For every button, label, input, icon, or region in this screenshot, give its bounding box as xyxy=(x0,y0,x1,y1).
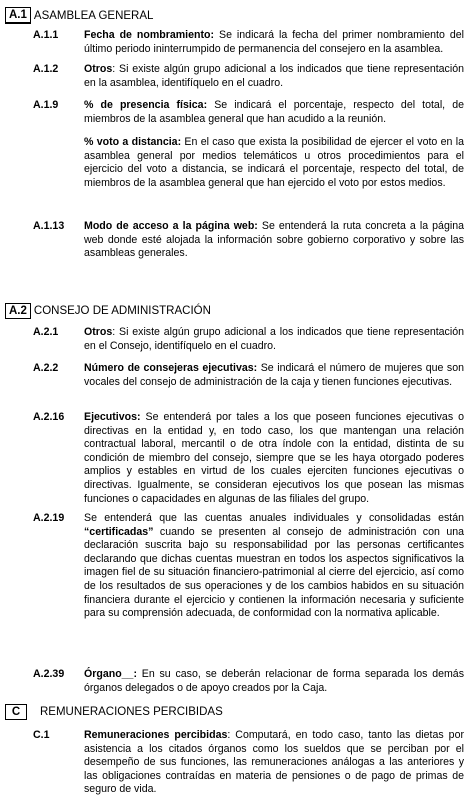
item-text: Se indicará el porcentaje, respecto del total, de miembros de la asamblea general que han acudido a la reunión. xyxy=(84,99,464,125)
item-text: : Si existe algún grupo adicional a los indicados que tiene representación en la asamblea, identifíquelo en el cuadro. xyxy=(84,63,464,89)
item-text: cuando se presenten al consejo de administración con una declaración suscrita bajo su responsabilidad por las personas certificantes declarando que dichas cuentas muestran en todos los aspectos significativos la imagen fiel de su situación financiero-patrimonial al cierre del ejercicio, así como de los resultados de sus operaciones y de los cambios habidos en su situación financiera durante el ejercicio y contienen la información necesaria y suficiente para su comprensión adecuada, de conformidad con la normativa aplicable. xyxy=(84,525,464,620)
item-a-2-19 xyxy=(33,512,464,621)
item-text: En su caso, se deberán relacionar de forma separada los demás órganos delegados o de apoyo creados por la Caja. xyxy=(84,668,464,694)
item-a-1-9 xyxy=(33,99,464,126)
item-lead: Otros xyxy=(84,326,113,338)
item-code: A.1.9 xyxy=(33,99,59,111)
item-lead: “certificadas” xyxy=(84,525,154,538)
item-lead: % voto a distancia: xyxy=(84,136,182,148)
item-voto-distancia xyxy=(84,136,464,190)
item-body xyxy=(84,99,464,126)
item-body xyxy=(84,220,464,261)
item-a-2-2 xyxy=(33,362,464,389)
item-lead: Ejecutivos: xyxy=(84,411,141,423)
item-body xyxy=(84,63,464,90)
item-text: Se entenderá por tales a los que poseen funciones ejecutivas o directivas en la entidad y, en todo caso, los que mantengan una relación contractual laboral, mercantil o de otra índole con la entidad, distinta de su condición de miembro del consejo, siempre que se les haya otorgado poderes amplios y estables en virtud de los cuales ejerciten funciones ejecutivas o directivas. Igualmente, se consideran ejecutivos los que posean las mismas funciones o capacidades en algunas de las filiales del grupo. xyxy=(84,411,464,505)
item-code: A.2.39 xyxy=(33,668,65,680)
item-body xyxy=(84,512,464,621)
item-lead: Fecha de nombramiento: xyxy=(84,29,215,41)
section-title: REMUNERACIONES PERCIBIDAS xyxy=(40,706,223,718)
item-text: Se indicará el número de mujeres que son vocales del consejo de administración de la caja y tienen funciones ejecutivas. xyxy=(84,362,464,388)
item-a-2-1 xyxy=(33,326,464,353)
item-a-2-39 xyxy=(33,668,464,695)
item-code: A.1.2 xyxy=(33,63,59,75)
item-code: C.1 xyxy=(33,729,50,741)
item-body xyxy=(84,668,464,695)
item-lead: Número de consejeras ejecutivas: xyxy=(84,362,258,374)
section-title: ASAMBLEA GENERAL xyxy=(33,9,154,22)
item-a-1-2 xyxy=(33,63,464,90)
item-a-1-1 xyxy=(33,29,464,56)
item-body xyxy=(84,362,464,389)
item-pre-text: Se entenderá que las cuentas anuales individuales y consolidadas están xyxy=(84,512,464,524)
item-text: En el caso que exista la posibilidad de ejercer el voto en la asamblea general por medios telemáticos u otros procedimientos para el ejercicio del voto a distancia, se indicará el porcentaje, respecto del total, de miembros de la asamblea general que han ejercido el voto por estos medios. xyxy=(84,136,464,189)
item-text: Se indicará la fecha del primer nombramiento del último periodo ininterrumpido de permanencia del consejero en la asamblea. xyxy=(84,29,465,55)
item-code: A.1.1 xyxy=(33,29,59,41)
item-body xyxy=(84,326,464,353)
item-lead: Modo de acceso a la página web: xyxy=(84,220,258,232)
item-lead: Remuneraciones percibidas xyxy=(84,729,228,741)
item-text: : Computará, en todo caso, tanto las dietas por asistencia a los citados órganos como los sueldos que se perciban por el desempeño de sus funciones, las remuneraciones análogas a las anteriores y las obligaciones contraídas en materia de pensiones o de pago de primas de seguro de vida. xyxy=(84,729,464,796)
item-code: A.2.1 xyxy=(33,326,59,338)
item-lead: % de presencia física: xyxy=(84,99,208,111)
item-lead: Otros xyxy=(84,63,113,75)
item-a-2-16 xyxy=(33,411,464,506)
section-number: A.1 xyxy=(5,7,31,24)
section-header-c xyxy=(5,704,223,720)
section-header-a2 xyxy=(5,303,211,319)
section-header-a1 xyxy=(5,7,153,24)
section-number: A.2 xyxy=(5,303,31,319)
item-code: A.2.2 xyxy=(33,362,59,374)
item-body xyxy=(84,411,464,506)
item-c-1 xyxy=(33,729,464,797)
item-code: A.2.16 xyxy=(33,411,65,423)
item-code: A.1.13 xyxy=(33,220,65,232)
item-text: Se entenderá la ruta concreta a la página web donde esté alojada la información sobre gobierno corporativo y sobre las asambleas generales. xyxy=(84,220,464,260)
item-body xyxy=(84,729,464,797)
item-lead: Órgano__: xyxy=(84,668,137,680)
item-body xyxy=(84,29,464,56)
item-code: A.2.19 xyxy=(33,512,65,524)
item-text: : Si existe algún grupo adicional a los indicados que tiene representación en el Consejo, identifíquelo en el cuadro. xyxy=(84,326,464,352)
item-a-1-13 xyxy=(33,220,464,261)
section-title: CONSEJO DE ADMINISTRACIÓN xyxy=(33,305,211,317)
section-number: C xyxy=(5,704,27,720)
